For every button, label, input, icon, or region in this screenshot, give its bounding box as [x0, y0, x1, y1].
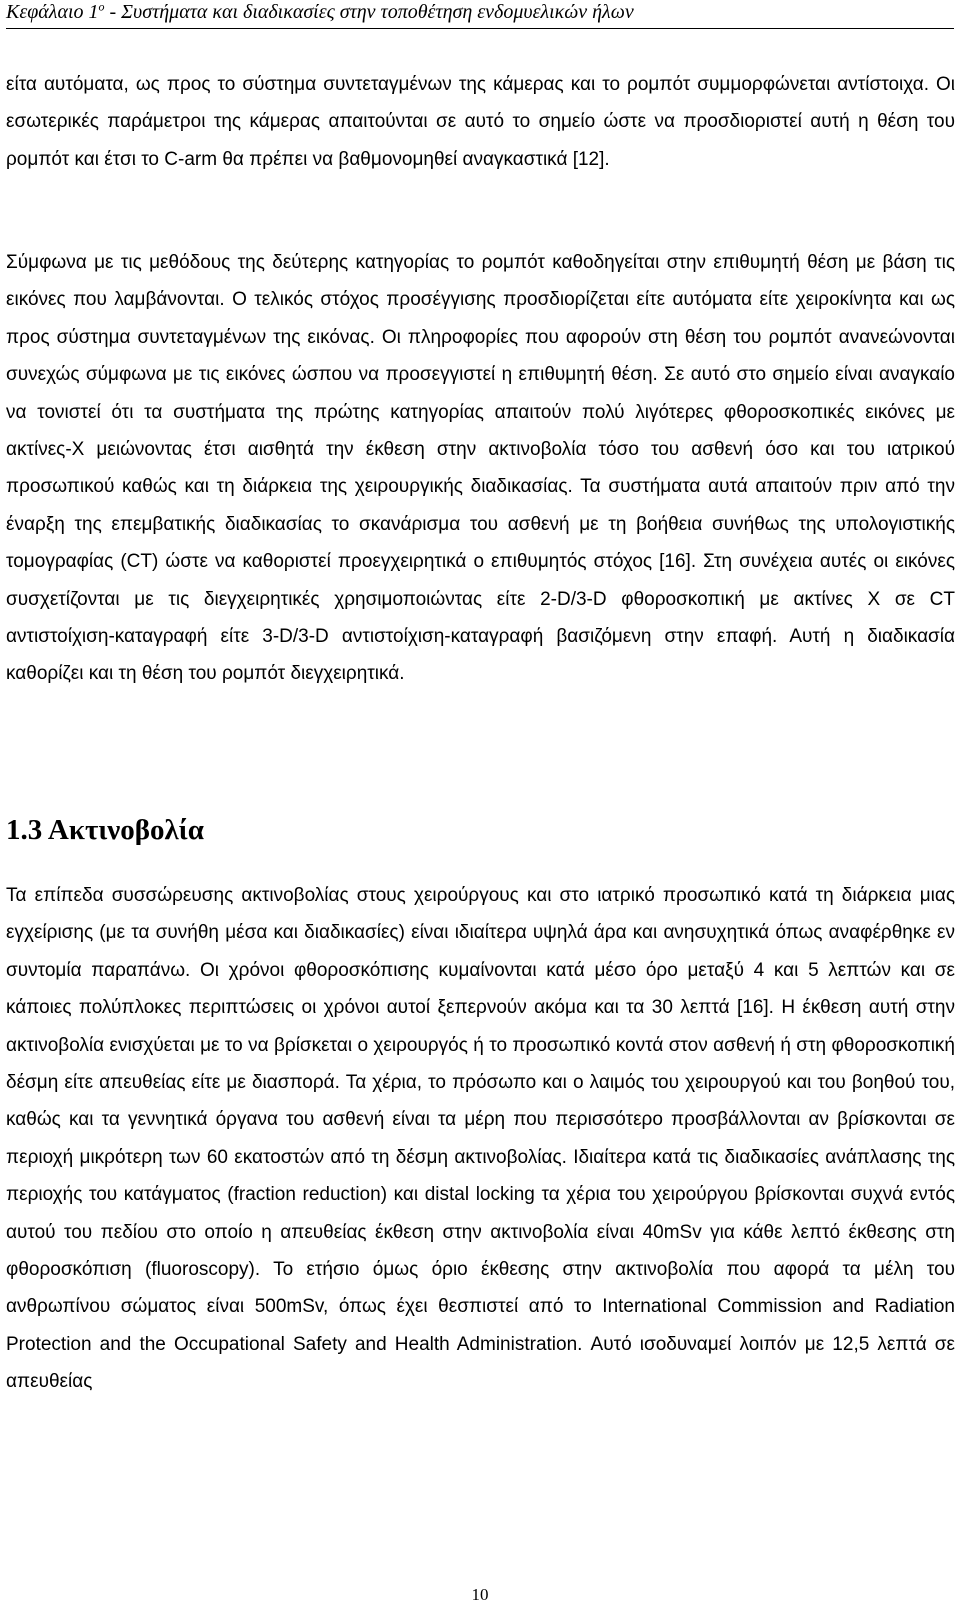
paragraph-block-2 [6, 244, 955, 693]
paragraph: Τα επίπεδα συσσώρευσης ακτινοβολίας στους χειρούργους και στο ιατρικό προσωπικό κατά τη διάρκεια μιας εγχείρισης (με τα συνήθη μέσα και διαδικασίες) είναι ιδιαίτερα υψηλά άρα και ανησυχητικά όπως αναφέρθηκε εν συντομία παραπάνω. Οι χρόνοι φθοροσκόπισης κυμαίνονται κατά μέσο όρο μεταξύ 4 και 5 λεπτών και σε κάποιες πολύπλοκες περιπτώσεις οι χρόνοι αυτοί ξεπερνούν ακόμα και τα 30 λεπτά [16]. Η έκθεση αυτή στην ακτινοβολία ενισχύεται με το να βρίσκεται ο χειρουργός ή το προσωπικό κοντά στον ασθενή ή στη φθοροσκοπική δέσμη είτε απευθείας είτε με διασπορά. Τα χέρια, το πρόσωπο και ο λαιμός του χειρουργού και του βοηθού του, καθώς και τα γεννητικά όργανα του ασθενή είναι τα μέρη που περισσότερο προσβάλλονται αν βρίσκονται σε περιοχή μικρότερη των 60 εκατοστών από τη δέσμη ακτινοβολίας. Ιδιαίτερα κατά τις διαδικασίες ανάπλασης της περιοχής του κατάγματος (fraction reduction) και distal locking τα χέρια του χειρούργου βρίσκονται συχνά εντός αυτού του πεδίου στο οποίο η απευθείας έκθεση στην ακτινοβολία είναι 40mSv για κάθε λεπτό έκθεσης στη φθοροσκόπιση (fluoroscopy). Το ετήσιο όμως όριο έκθεσης στην ακτινοβολία που αφορά τα μέλη του ανθρωπίνου σώματος είναι 500mSv, όπως έχει θεσπιστεί από το International Commission and Radiation Protection and the Occupational Safety and Health Administration. Αυτό ισοδυναμεί λοιπόν με 12,5 λεπτά σε απευθείας [6, 885, 955, 1393]
chapter-ordinal: ο [98, 0, 105, 14]
paragraph: είτα αυτόματα, ως προς το σύστημα συντεταγμένων της κάμερας και το ρομπότ συμμορφώνεται αντίστοιχα. Οι εσωτερικές παράμετροι της κάμερας απαιτούνται σε αυτό το σημείο ώστε να προσδιοριστεί αυτή η θέση του ρομπότ και έτσι το C-arm θα πρέπει να βαθμονομηθεί αναγκαστικά [12]. [6, 74, 955, 170]
paragraph-block-3 [6, 877, 955, 1401]
paragraph-block-1 [6, 66, 955, 178]
chapter-prefix: Κεφάλαιο 1 [6, 1, 99, 23]
page-number: 10 [471, 1585, 489, 1604]
section-heading: 1.3 Ακτινοβολία [6, 814, 204, 846]
chapter-title: - Συστήματα και διαδικασίες στην τοποθέτηση ενδομυελικών ήλων [104, 1, 634, 23]
paragraph: Σύμφωνα με τις μεθόδους της δεύτερης κατηγορίας το ρομπότ καθοδηγείται στην επιθυμητή θέση με βάση τις εικόνες που λαμβάνονται. Ο τελικός στόχος προσέγγισης προσδιορίζεται είτε αυτόματα είτε χειροκίνητα και ως προς σύστημα συντεταγμένων της εικόνας. Οι πληροφορίες που αφορούν στη θέση του ρομπότ ανανεώνονται συνεχώς σύμφωνα με τις εικόνες ώσπου να προσεγγιστεί η επιθυμητή θέση. Σε αυτό στο σημείο είναι αναγκαίο να τονιστεί ότι τα συστήματα της πρώτης κατηγορίας απαιτούν πολύ λιγότερες φθοροσκοπικές εικόνες με ακτίνες-Χ μειώνοντας έτσι αισθητά την έκθεση στην ακτινοβολία τόσο του ασθενή όσο και του ιατρικού προσωπικού καθώς και τη διάρκεια της χειρουργικής διαδικασίας. Τα συστήματα αυτά απαιτούν πριν από την έναρξη της επεμβατικής διαδικασίας το σκανάρισμα του ασθενή με τη βοήθεια συνήθως της υπολογιστικής τομογραφίας (CT) ώστε να καθοριστεί προεγχειρητικά ο επιθυμητός στόχος [16]. Στη συνέχεια αυτές οι εικόνες συσχετίζονται με τις διεγχειρητικές χρησιμοποιώντας είτε 2-D/3-D φθοροσκοπική με ακτίνες Χ σε CT αντιστοίχιση-καταγραφή είτε 3-D/3-D αντιστοίχιση-καταγραφή βασιζόμενη στην επαφή. Αυτή η διαδικασία καθορίζει και τη θέση του ρομπότ διεγχειρητικά. [6, 252, 955, 685]
running-header [6, 0, 954, 29]
